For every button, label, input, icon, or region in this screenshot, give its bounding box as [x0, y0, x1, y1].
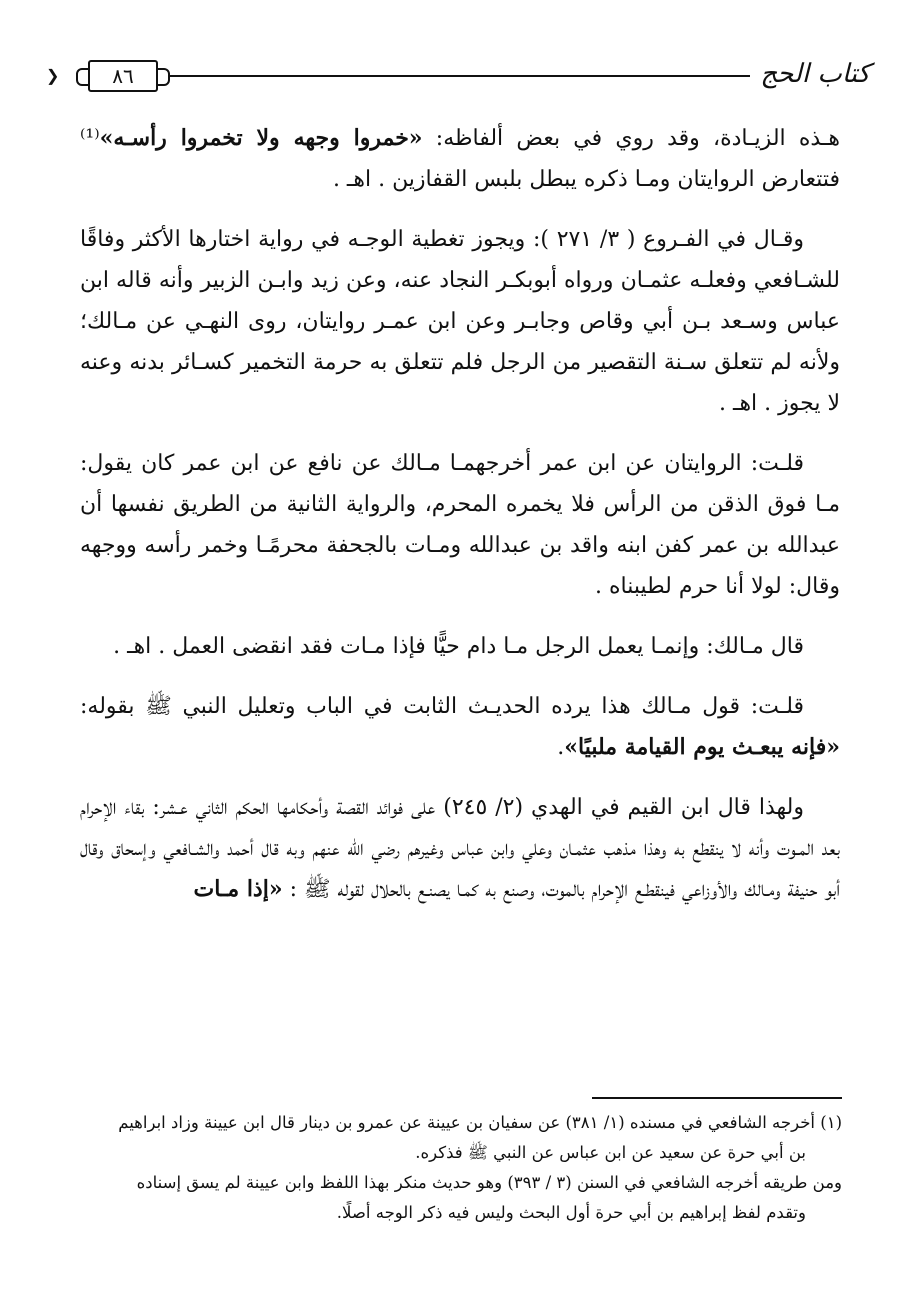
- page-header: [40, 58, 870, 98]
- paragraph: [80, 686, 840, 768]
- hadith-quote: «خمروا وجهه ولا تخمروا رأسـه»: [99, 125, 423, 151]
- footnotes: [70, 1108, 842, 1228]
- footnote-line: (١) أخرجه الشافعي في مسنده (١/ ٣٨١) عن سفيان بن عيينة عن عمرو بن دينار قال ابن عيينة وزاد ابراهيم: [118, 1113, 842, 1132]
- header-rule: [160, 75, 750, 77]
- main-text: [80, 118, 840, 929]
- paragraph: [80, 118, 840, 200]
- ornament-icon: ❮: [46, 66, 60, 85]
- text-segment: هـذه الزيـادة، وقد روي في بعض ألفاظه:: [422, 126, 840, 151]
- paragraph: [80, 626, 840, 667]
- book-title: كتاب الحج: [760, 59, 870, 89]
- hadith-quote: «فإنه يبعـث يوم القيامة ملبيًا»: [564, 734, 840, 760]
- text-segment: ولهذا قال ابن القيم في الهدي (٢/ ٢٤٥) على فوائد القصة وأحكامها الحكم الثاني عـشر: بقاء الإحرام بعد المـوت وأنه لا ينقطع به وهذا مذهب عثمـان وعلي وابن عباس وغيرهم رضي الله عنهم وبه قال أحمد والشـافعي وإسحاق وقال أبو حنيفة ومـالك والأوزاعي فينقطـع الإحرام بالموت، وصنع به كمـا يصنـع بالحلال لقوله ﷺ :: [80, 795, 840, 902]
- text-segment: ⁽¹⁾ فتتعارض الروايتان ومـا ذكره يبطل بلبس القفازين . اهـ .: [80, 126, 840, 192]
- text-segment: وقـال في الفـروع ( ٣/ ٢٧١ ): ويجوز تغطية الوجـه في رواية اختارها الأكثر وفاقًا للشـافعي وفعلـه عثمـان ورواه أبوبكـر النجاد عنه، وعن زيد وابـن الزبير وأنه قاله ابن عباس وسـعد بـن أبي وقاص وجابـر وعن ابن عمـر روايتان، روى النهـي عن مـالك؛ ولأنه لم تتعلق سـنة التقصير من الرجل فلم تتعلق به حرمة التخمير كسـائر بدنه وعنه لا يجوز . اهـ .: [80, 227, 840, 416]
- text-segment: .: [557, 735, 565, 760]
- footnote-line: وتقدم لفظ إبراهيم بن أبي حرة أول البحث وليس فيه ذكر الوجه أصلًا.: [336, 1203, 806, 1222]
- paragraph: [80, 787, 840, 910]
- footnote-line: بن أبي حرة عن سعيد عن ابن عباس عن النبي ﷺ فذكره.: [415, 1143, 806, 1162]
- paragraph: [80, 219, 840, 424]
- hadith-quote: «إذا مـات: [193, 876, 283, 902]
- text-segment: قلـت: الروايتان عن ابن عمر أخرجهمـا مـالك عن نافع عن ابن عمر كان يقول: مـا فوق الذقن من الرأس فلا يخمره المحرم، والرواية الثانية من الطريق نفسها أن عبدالله بن عمر كفن ابنه واقد بن عبدالله ومـات بالجحفة محرمًـا وخمر رأسه ووجهه وقال: لولا أنا حرم لطيبناه .: [80, 451, 840, 599]
- text-segment: قال مـالك: وإنمـا يعمل الرجل مـا دام حيًّا فإذا مـات فقد انقضى العمل . اهـ .: [113, 634, 804, 659]
- footnote-separator: [592, 1097, 842, 1099]
- page-number: ٨٦: [88, 60, 158, 92]
- paragraph: [80, 443, 840, 607]
- text-segment: قلـت: قول مـالك هذا يرده الحديـث الثابت في الباب وتعليل النبي ﷺ بقوله:: [80, 694, 804, 719]
- footnote-line: ومن طريقه أخرجه الشافعي في السنن (٣ / ٣٩٣) وهو حديث منكر بهذا اللفظ وابن عيينة لم يسق إسناده: [136, 1173, 842, 1192]
